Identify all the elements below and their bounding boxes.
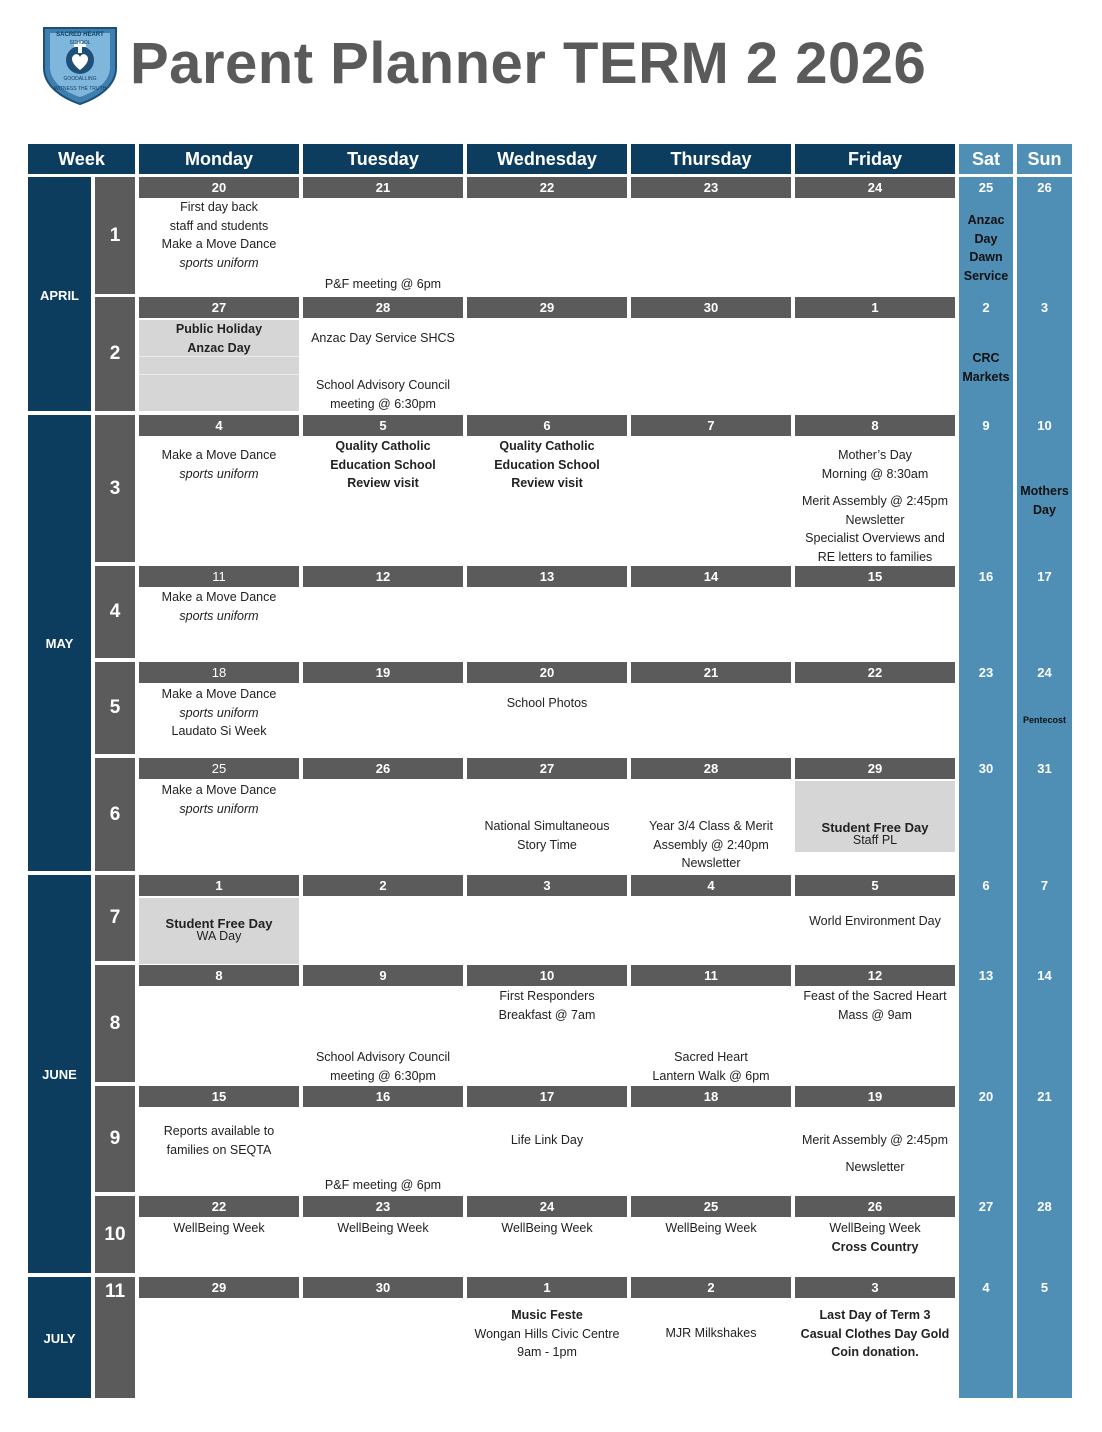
date-label: 1 [467,1277,627,1298]
date-label: 8 [795,415,955,436]
event-cell: Student Free Day WA Day [165,916,273,943]
event-cell: WellBeing Week [501,1221,593,1235]
date-label: 25 [959,177,1013,198]
date-label: 11 [139,566,299,587]
date-label: 3 [467,875,627,896]
event-cell: WellBeing Week Cross Country [829,1221,921,1254]
school-logo [38,24,122,106]
weekend-event: Pentecost [1022,715,1066,725]
header-sunday: Sun [1017,144,1072,174]
event-cell: School Advisory Council meeting @ 6:30pm [315,378,451,411]
date-label: 28 [631,758,791,779]
date-label: 27 [139,297,299,318]
date-label: 30 [631,297,791,318]
event-cell: National Simultaneous Story Time [484,819,610,852]
event-cell: Music Feste Wongan Hills Civic Centre 9am - 1pm [474,1308,620,1359]
date-label: 9 [959,415,1013,436]
date-label: 2 [303,875,463,896]
date-label: 17 [467,1086,627,1107]
event-cell: Newsletter [845,1160,905,1174]
date-label: 16 [303,1086,463,1107]
header-wednesday: Wednesday [467,144,627,174]
week-number-extension [95,1307,135,1398]
event-cell: Sacred Heart Lantern Walk @ 6pm [652,1050,770,1083]
date-label: 5 [795,875,955,896]
date-label: 1 [139,875,299,896]
header-monday: Monday [139,144,299,174]
event-cell: School Advisory Council meeting @ 6:30pm [315,1050,451,1083]
date-label: 21 [1017,1086,1072,1107]
date-label: 7 [631,415,791,436]
date-label: 6 [959,875,1013,896]
date-label: 18 [139,662,299,683]
date-label: 29 [467,297,627,318]
logo-top-text: SACRED HEART [56,32,104,38]
date-label: 26 [303,758,463,779]
date-label: 24 [467,1196,627,1217]
logo-town-text: GOODALLING [63,76,97,82]
event-cell: Make a Move Dance sports uniform [161,783,277,816]
event-cell: Reports available to families on SEQTA [163,1124,275,1157]
date-label: 29 [795,758,955,779]
date-label: 20 [959,1086,1013,1107]
date-label: 19 [795,1086,955,1107]
event-cell: WellBeing Week [665,1221,757,1235]
date-label: 30 [303,1277,463,1298]
week-number: 9 [95,1086,135,1192]
date-label: 3 [1017,297,1072,318]
date-label: 4 [631,875,791,896]
event-cell: Life Link Day [510,1133,584,1147]
month-june: JUNE [28,875,91,1273]
weekend-event: CRC Markets [962,351,1010,384]
week-number: 7 [95,875,135,961]
event-cell: School Photos [506,696,588,710]
date-label: 12 [795,965,955,986]
date-label: 27 [467,758,627,779]
date-label: 29 [139,1277,299,1298]
event-cell: Year 3/4 Class & Merit Assembly @ 2:40pm Newsletter [649,819,773,870]
event-cell: P&F meeting @ 6pm [324,277,442,291]
header-saturday: Sat [959,144,1013,174]
date-label: 23 [959,662,1013,683]
date-label: 21 [631,662,791,683]
event-cell: Make a Move Dance sports uniform [161,448,277,481]
date-label: 21 [303,177,463,198]
event-cell: Make a Move Dance sports uniform [161,590,277,623]
date-label: 10 [467,965,627,986]
week-number: 3 [95,415,135,562]
date-label: 20 [467,662,627,683]
date-label: 8 [139,965,299,986]
month-july: JULY [28,1277,91,1398]
logo-middle-text: SCHOOL [69,40,91,46]
date-label: 5 [1017,1277,1072,1298]
date-label: 19 [303,662,463,683]
date-label: 20 [139,177,299,198]
date-label: 10 [1017,415,1072,436]
date-label: 24 [1017,662,1072,683]
date-label: 4 [959,1277,1013,1298]
date-label: 27 [959,1196,1013,1217]
event-cell: Make a Move Dance sports uniform Laudato Si Week [161,687,277,738]
event-cell: P&F meeting @ 6pm [324,1178,442,1192]
header-thursday: Thursday [631,144,791,174]
event-cell: WellBeing Week [337,1221,429,1235]
event-cell: Anzac Day Service SHCS [311,331,455,345]
event-cell: Quality Catholic Education School Review visit [330,439,436,490]
week-number: 10 [95,1196,135,1273]
date-label: 3 [795,1277,955,1298]
date-label: 6 [467,415,627,436]
week-number: 2 [95,297,135,411]
date-label: 17 [1017,566,1072,587]
date-label: 11 [631,965,791,986]
week-number: 4 [95,566,135,658]
date-label: 2 [959,297,1013,318]
date-label: 1 [795,297,955,318]
date-label: 7 [1017,875,1072,896]
date-label: 5 [303,415,463,436]
date-label: 12 [303,566,463,587]
date-label: 18 [631,1086,791,1107]
date-label: 13 [467,566,627,587]
week-number: 5 [95,662,135,754]
month-april: APRIL [28,177,91,411]
date-label: 16 [959,566,1013,587]
date-label: 28 [1017,1196,1072,1217]
date-label: 23 [303,1196,463,1217]
logo-motto-text: WITNESS THE TRUTH [53,86,107,92]
event-cell: Last Day of Term 3 Casual Clothes Day Gold Coin donation. [800,1308,950,1359]
date-label: 14 [1017,965,1072,986]
event-cell: Public Holiday Anzac Day [175,322,263,355]
header-friday: Friday [795,144,955,174]
date-label: 2 [631,1277,791,1298]
event-cell: Mother’s Day Morning @ 8:30am [821,448,929,481]
date-label: 15 [139,1086,299,1107]
event-cell: Quality Catholic Education School Review visit [494,439,600,490]
date-label: 23 [631,177,791,198]
date-label: 25 [139,758,299,779]
header-week: Week [28,144,135,174]
date-label: 30 [959,758,1013,779]
week-number: 8 [95,965,135,1082]
event-cell: World Environment Day [809,914,941,928]
event-cell: MJR Milkshakes [665,1326,757,1340]
page-title: Parent Planner TERM 2 2026 [130,31,927,96]
event-cell: First day back staff and students Make a Move Dance sports uniform [161,200,277,270]
event-cell: Merit Assembly @ 2:45pm [801,1133,949,1147]
date-label: 22 [139,1196,299,1217]
event-cell: First Responders Breakfast @ 7am [498,989,596,1022]
week-number: 11 [95,1277,135,1307]
date-label: 28 [303,297,463,318]
date-label: 26 [795,1196,955,1217]
date-label: 31 [1017,758,1072,779]
date-label: 15 [795,566,955,587]
month-may: MAY [28,415,91,871]
date-label: 14 [631,566,791,587]
event-cell: WellBeing Week [173,1221,265,1235]
weekend-event: Mothers Day [1020,484,1069,517]
week-number: 1 [95,177,135,294]
date-label: 9 [303,965,463,986]
date-label: 22 [467,177,627,198]
event-cell: Feast of the Sacred Heart Mass @ 9am [803,989,947,1022]
date-label: 4 [139,415,299,436]
date-label: 25 [631,1196,791,1217]
event-cell: Student Free Day Staff PL [821,820,929,847]
weekend-event: Anzac Day Dawn Service [963,213,1009,283]
date-label: 22 [795,662,955,683]
event-cell: Merit Assembly @ 2:45pm Newsletter Specialist Overviews and RE letters to families [801,494,949,564]
header-tuesday: Tuesday [303,144,463,174]
date-label: 13 [959,965,1013,986]
week-number: 6 [95,758,135,871]
date-label: 26 [1017,177,1072,198]
date-label: 24 [795,177,955,198]
